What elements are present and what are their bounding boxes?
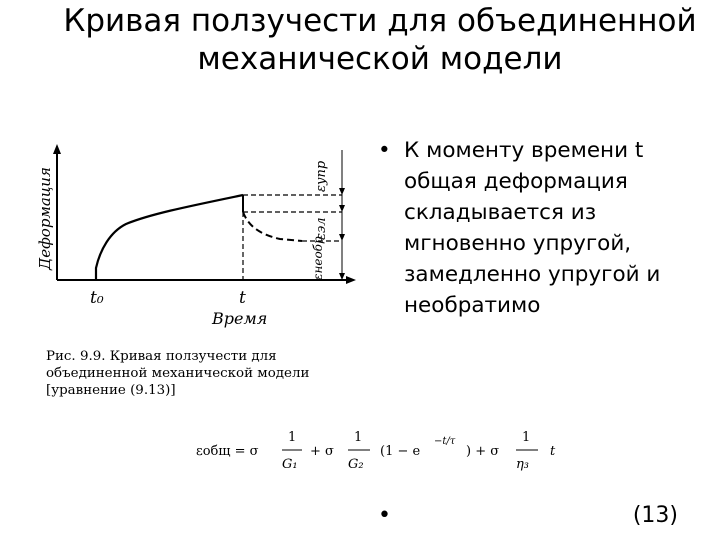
creep-curve-diagram (36, 140, 360, 340)
fraction-3-numerator: 1 (522, 430, 531, 445)
dim-arrow-neobr (339, 234, 345, 241)
equation-number: (13) (632, 503, 678, 528)
dim-arrow-base (339, 273, 345, 280)
formula-tail: t (550, 444, 556, 459)
label-e-neobr: εнеобр (311, 236, 325, 280)
fraction-2-numerator: 1 (354, 430, 363, 445)
recovery-curve (243, 212, 302, 241)
creep-curve (96, 195, 243, 280)
label-e-upr: εупр (314, 160, 329, 192)
tick-t: t (239, 288, 246, 308)
tick-t0: t₀ (90, 288, 104, 308)
formula-lhs: εобщ = σ (196, 444, 259, 459)
creep-formula (196, 424, 576, 480)
formula-exponent: −t/τ (434, 436, 456, 447)
slide-title: Кривая ползучести для объединенной механической модели (63, 3, 697, 77)
bullet-marker: • (378, 503, 391, 528)
fraction-1-denominator: G₁ (282, 457, 298, 472)
creep-curve-figure (36, 140, 360, 415)
fraction-1-numerator: 1 (288, 430, 297, 445)
label-e-el: εэл (314, 217, 329, 240)
y-axis-label: Деформация (36, 167, 54, 270)
x-axis-label: Время (212, 309, 268, 328)
fraction-2-denominator: G₂ (348, 457, 364, 472)
fraction-3-denominator: η₃ (516, 457, 529, 472)
x-axis-arrow (346, 276, 356, 284)
bullet-list (378, 135, 708, 321)
formula-after: ) + σ (466, 444, 500, 459)
y-axis-arrow (53, 144, 61, 154)
dim-arrow-el (339, 205, 345, 212)
figure-caption: Рис. 9.9. Кривая ползучести для объединенной механической модели [уравнение (9.13)] (46, 349, 310, 398)
dim-arrow-upr (339, 188, 345, 195)
formula-middle: (1 − e (380, 444, 421, 459)
bullet-item: • К моменту времени t общая деформация складывается из мгновенно упругой, замедленно упругой и необратимо (378, 135, 708, 321)
formula-svg (196, 424, 576, 480)
formula-plus-1: + σ (310, 444, 334, 459)
